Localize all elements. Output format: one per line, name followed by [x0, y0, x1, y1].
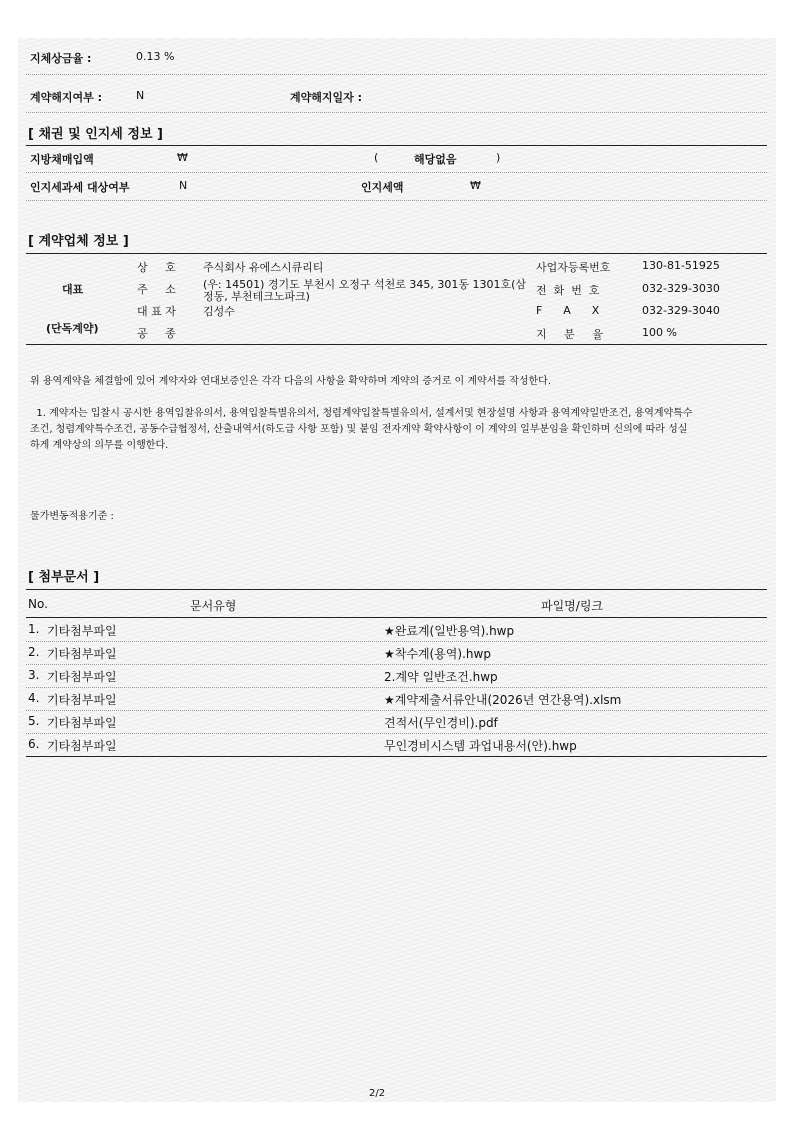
address-line-1: (우: 14501) 경기도 부천시 오정구 석천로 345, 301동 1301호(삼: [203, 278, 527, 291]
company-name-label: 상 호: [137, 261, 176, 274]
price-adjust-label: 물가변동적용기준 :: [30, 511, 114, 522]
section-rule: [26, 344, 767, 345]
bond-paren-close: ): [496, 151, 501, 164]
table-bottom-rule: [26, 756, 767, 757]
bond-section-title: [ 채권 및 인지세 정보 ]: [28, 127, 163, 142]
fax-label: F A X: [536, 304, 600, 317]
row-file-link[interactable]: 2.계약 일반조건.hwp: [384, 670, 498, 684]
row-doc-type: 기타첨부파일: [47, 716, 117, 730]
share-value: 100 %: [642, 326, 677, 339]
page-background: [18, 38, 776, 1102]
ceo-value: 김성수: [203, 305, 235, 318]
clause-line-3: 하게 계약상의 의무를 이행한다.: [30, 440, 169, 451]
ceo-label: 대 표 자: [137, 305, 176, 318]
row-file-link[interactable]: 무인경비시스템 과업내용서(안).hwp: [384, 739, 577, 753]
representative-label: 대표: [62, 283, 84, 296]
section-rule: [26, 253, 767, 254]
share-label: 지 분 율: [536, 328, 603, 341]
clause-line-1: 1. 계약자는 입찰시 공시한 용역입찰유의서, 용역입찰특별유의서, 청렴계약입찰특별유의서, 설계서및 현장설명 사항과 용역계약일반조건, 용역계약특수: [30, 408, 693, 419]
section-rule: [26, 589, 767, 590]
stamp-amount-label: 인지세액: [361, 181, 404, 194]
section-rule: [26, 145, 767, 146]
row-file-link[interactable]: ★계약제출서류안내(2026년 연간용역).xlsm: [384, 693, 622, 707]
row-doc-type: 기타첨부파일: [47, 693, 117, 707]
sole-contract-label: (단독계약): [46, 322, 99, 335]
stamp-tax-value: N: [179, 179, 188, 192]
page-number: 2/2: [369, 1088, 386, 1099]
divider: [26, 172, 767, 173]
bond-currency: ₩: [177, 151, 188, 164]
row-doc-type: 기타첨부파일: [47, 739, 117, 753]
divider: [26, 733, 767, 734]
header-rule: [26, 617, 767, 618]
termination-value: N: [136, 89, 145, 102]
header-no: No.: [28, 597, 48, 611]
divider: [26, 112, 767, 113]
bond-paren-open: (: [374, 151, 379, 164]
agreement-intro: 위 용역계약을 체결함에 있어 계약자와 연대보증인은 각각 다음의 사항을 확약하며 계약의 증거로 이 계약서를 작성한다.: [30, 376, 552, 387]
divider: [26, 710, 767, 711]
divider: [26, 641, 767, 642]
stamp-tax-label: 인지세과세 대상여부: [30, 181, 130, 194]
bond-label: 지방채매입액: [30, 153, 94, 166]
clause-line-2: 조건, 청렴계약특수조건, 공동수급협정서, 산출내역서(하도급 사항 포함) 및 붙임 전자계약 확약사항이 이 계약의 일부분임을 확인하며 신의에 따라 성실: [30, 424, 688, 435]
termination-date-label: 계약해지일자 :: [290, 91, 362, 104]
row-number: 6.: [28, 737, 40, 751]
fax-value: 032-329-3040: [642, 304, 720, 317]
row-number: 3.: [28, 668, 40, 682]
attachments-section-title: [ 첨부문서 ]: [28, 570, 100, 585]
bond-status: 해당없음: [414, 153, 457, 166]
row-number: 4.: [28, 691, 40, 705]
header-file: 파일명/링크: [541, 599, 604, 613]
phone-value: 032-329-3030: [642, 282, 720, 295]
address-line-2: 정동, 부천테크노파크): [203, 290, 310, 303]
business-number-label: 사업자등록번호: [536, 261, 611, 274]
row-doc-type: 기타첨부파일: [47, 670, 117, 684]
row-file-link[interactable]: ★완료계(일반용역).hwp: [384, 624, 515, 638]
termination-label: 계약해지여부 :: [30, 91, 102, 104]
row-number: 5.: [28, 714, 40, 728]
divider: [26, 200, 767, 201]
row-doc-type: 기타첨부파일: [47, 624, 117, 638]
divider: [26, 74, 767, 75]
penalty-value: 0.13 %: [136, 50, 175, 63]
address-label: 주 소: [137, 283, 176, 296]
company-name-value: 주식회사 유에스시큐리티: [203, 261, 324, 274]
divider: [26, 664, 767, 665]
row-file-link[interactable]: ★착수계(용역).hwp: [384, 647, 491, 661]
stamp-currency: ₩: [470, 179, 481, 192]
contractor-section-title: [ 계약업체 정보 ]: [28, 234, 129, 249]
header-type: 문서유형: [190, 599, 237, 613]
row-number: 2.: [28, 645, 40, 659]
row-number: 1.: [28, 622, 40, 636]
divider: [26, 687, 767, 688]
penalty-label: 지체상금율 :: [30, 52, 92, 65]
phone-label: 전 화 번 호: [536, 284, 600, 297]
row-file-link[interactable]: 견적서(무인경비).pdf: [384, 716, 498, 730]
work-type-label: 공 종: [137, 327, 176, 340]
business-number-value: 130-81-51925: [642, 259, 720, 272]
row-doc-type: 기타첨부파일: [47, 647, 117, 661]
